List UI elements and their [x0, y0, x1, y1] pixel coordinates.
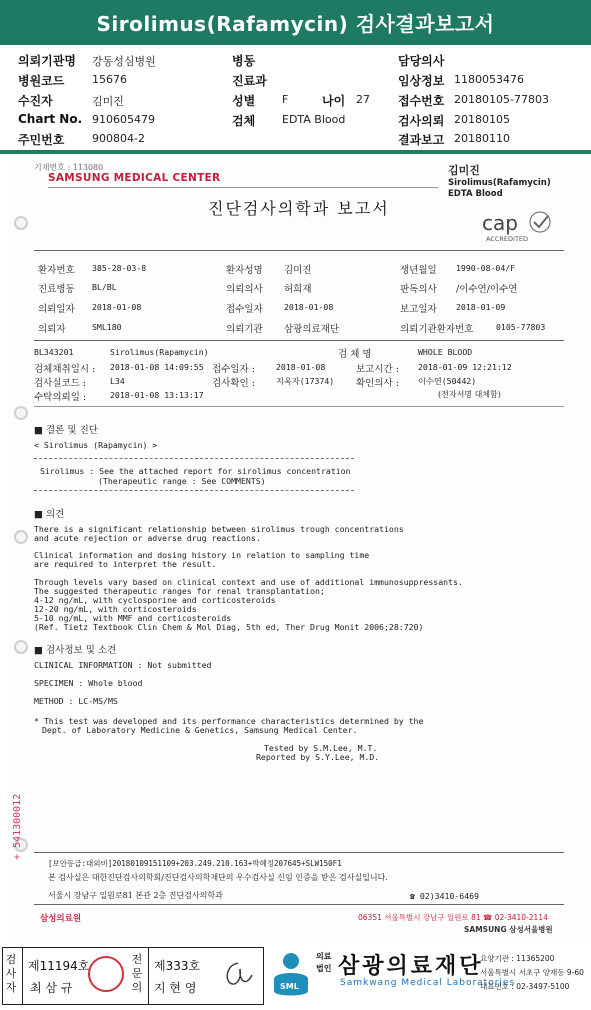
punch-hole	[14, 530, 28, 544]
role-tester: 검사자	[5, 953, 17, 994]
row-label: 의뢰자	[38, 324, 66, 335]
clinical-value: 1180053476	[454, 73, 524, 86]
request-label: 검사의뢰	[398, 114, 445, 128]
row-label: 환자번호	[38, 265, 75, 276]
bl-test: Sirolimus(Rapamycin)	[110, 347, 209, 357]
row-value: 김미진	[284, 265, 312, 276]
punch-hole	[14, 406, 28, 420]
specimen-label: 검체	[232, 114, 256, 128]
code-label: 병원코드	[18, 74, 65, 88]
accreditation-note: 본 검사실은 대한진단검사의학회/진단검사의학재단의 우수검사실 신임 인증을 받은 검사실입니다.	[48, 873, 388, 882]
signature-area	[0, 945, 591, 1010]
row-label: 진료병동	[38, 284, 75, 295]
row-value: 2018-01-08	[284, 302, 334, 312]
tester-name: 최 삼 규	[30, 981, 73, 995]
scanned-report	[8, 160, 586, 940]
signature-icon	[218, 957, 258, 995]
age-value: 27	[356, 93, 370, 106]
row-label: 판독의사	[400, 284, 437, 295]
lab-address: 서울시 강남구 일원로81 본관 2층 진단검사의학과	[48, 891, 223, 900]
divider	[148, 947, 149, 1005]
reported-by: Reported by S.Y.Lee, M.D.	[256, 752, 380, 762]
band-left: 삼성의료원	[40, 914, 82, 924]
bl-spec-label: 검 체 명	[338, 349, 372, 360]
sex-value: F	[282, 93, 289, 106]
hospital-value: 강동성심병원	[92, 55, 156, 68]
comment-line: (Ref. Tietz Textbook Clin Chem & Mol Diag, 5th ed, Ther Drug Monit 2006;28:720)	[34, 622, 424, 632]
row-label: 의뢰기관환자번호	[400, 324, 474, 335]
coll-label: 검체채취일시 :	[34, 364, 96, 375]
row-value: 2018-01-08	[92, 302, 142, 312]
ward-label: 병동	[232, 54, 256, 68]
role-specialist: 전문의	[131, 953, 143, 994]
sml-logo-icon	[270, 951, 312, 999]
comment-line: 4-12 ng/mL, with cyclosporine and corticosteroids	[34, 595, 276, 605]
cap-accredited-text: ACCREDITED	[486, 235, 529, 243]
rule	[34, 904, 564, 905]
comment-line: There is a significant relationship between sirolimus trough concentrations	[34, 524, 404, 534]
code-value: 15676	[92, 73, 127, 86]
bl-code: BL343201	[34, 347, 74, 357]
confirm-value: 지옥자(17374)	[276, 376, 335, 386]
row-value: 허희재	[284, 284, 312, 295]
band-mid: 06351 서울특별시 강남구 일원로 81 ☎ 02-3410-2114	[358, 913, 548, 922]
row-value: 1990-08-04/F	[456, 263, 516, 273]
row-label: 의뢰의사	[226, 284, 263, 295]
specimen-info: SPECIMEN : Whole blood	[34, 678, 143, 688]
lab-phone: ☎ 02)3410-6469	[410, 891, 480, 901]
scan-top-partial: 기재번호 : 113080	[34, 163, 104, 172]
section-conclusion: ■ 결론 및 진단	[34, 425, 98, 436]
clinical-label: 임상정보	[398, 74, 445, 88]
row-value: /이수연/이수연	[456, 284, 518, 295]
receipt-value: 20180105-77803	[454, 93, 549, 106]
confirm-label: 검사확인 :	[212, 378, 255, 389]
result-line-1: Sirolimus : See the attached report for sirolimus concentration	[40, 466, 351, 476]
sml-badge: SML	[280, 982, 299, 991]
patient-label: 수진자	[18, 94, 53, 108]
hospital-label: 의뢰기관명	[18, 54, 76, 68]
clinical-info: CLINICAL INFORMATION : Not submitted	[34, 660, 212, 670]
rule	[34, 406, 564, 407]
comment-line: and acute rejection or adverse drug reactions.	[34, 533, 261, 543]
comment-line: 12-20 ng/mL, with corticosteroids	[34, 604, 197, 614]
row-label: 의뢰기관	[226, 324, 263, 335]
dept-label: 진료과	[232, 74, 267, 88]
divider	[22, 947, 23, 1005]
tested-by: Tested by S.M.Lee, M.T.	[264, 743, 378, 753]
scan-test-name: Sirolimus(Rafamycin)	[448, 178, 551, 188]
recv-value: 2018-01-08	[276, 362, 326, 372]
tester-license: 제11194호	[28, 959, 90, 973]
tester-seal-icon	[88, 956, 124, 992]
disclaimer-line: * This test was developed and its performance characteristics determined by the	[34, 716, 424, 726]
disclaimer-line: Dept. of Laboratory Medicine & Genetics, Samsung Medical Center.	[42, 725, 358, 735]
rrn-label: 주민번호	[18, 133, 65, 147]
comment-line: The suggested therapeutic ranges for renal transplantation;	[34, 586, 325, 596]
chart-value: 910605479	[92, 113, 155, 126]
request-value: 20180105	[454, 113, 510, 126]
rule	[34, 250, 564, 251]
main-phone: 대표번호 : 02-3497-5100	[480, 982, 570, 991]
method-info: METHOD : LC-MS/MS	[34, 696, 118, 706]
row-value: BL/BL	[92, 282, 117, 292]
specialist-name: 지 현 영	[154, 981, 197, 995]
address: 서울특별시 서초구 양재동 9-60	[480, 968, 584, 977]
row-label: 보고일자	[400, 304, 437, 315]
cap-text: cap	[482, 211, 518, 235]
conclusion-subtitle: < Sirolimus (Rapamycin) >	[34, 440, 158, 450]
foundation-name: 삼광의료재단	[338, 954, 484, 979]
report-title-banner	[0, 0, 591, 45]
cap-accredited-logo	[476, 208, 560, 244]
dash-rule	[34, 490, 354, 491]
section-comments: ■ 의견	[34, 509, 65, 520]
report-date-value: 20180110	[454, 132, 510, 145]
punch-hole	[14, 640, 28, 654]
rule	[34, 340, 564, 341]
patient-info	[0, 47, 591, 147]
row-value: 2018-01-09	[456, 302, 506, 312]
sex-label: 성별	[232, 94, 256, 108]
patient-value: 김미진	[92, 95, 124, 108]
specimen-value: EDTA Blood	[282, 113, 346, 126]
row-label: 생년월일	[400, 265, 437, 276]
vertical-code: + 541300012	[12, 793, 23, 860]
esign-note: (전자서명 대체함)	[438, 390, 501, 399]
recv-label: 접수일자 :	[212, 364, 255, 375]
room-label: 검사실코드 :	[34, 378, 87, 389]
section-test-info: ■ 검사정보 및 소견	[34, 645, 117, 656]
title-rule	[48, 187, 438, 188]
foundation-en: Samkwang Medical Laboratories	[340, 978, 516, 988]
confirmer-value: 이수연(50442)	[418, 376, 477, 386]
doctor-label: 담당의사	[398, 54, 445, 68]
row-value: 0105-77803	[496, 322, 546, 332]
rrn-value: 900804-2	[92, 132, 145, 145]
rep-time-value: 2018-01-09 12:21:12	[418, 362, 512, 372]
biz-no: 요양기관 : 11365200	[480, 954, 555, 963]
confirmer-label: 확인의사 :	[356, 378, 399, 389]
age-label: 나이	[322, 94, 346, 108]
row-value: SML180	[92, 322, 122, 332]
comment-line: Clinical information and dosing history in relation to sampling time	[34, 550, 370, 560]
dash-rule	[34, 458, 354, 459]
divider	[0, 150, 591, 154]
corp-label-1: 의료	[316, 952, 332, 961]
order-value: 2018-01-08 13:13:17	[110, 390, 204, 400]
scan-patient-name: 김미진	[448, 164, 480, 177]
coll-value: 2018-01-08 14:09:55	[110, 362, 204, 372]
specialist-license: 제333호	[154, 959, 201, 973]
row-label: 의뢰일자	[38, 304, 75, 315]
rule	[34, 852, 564, 853]
scan-report-title: 진단검사의학과 보고서	[208, 199, 390, 218]
rep-time-label: 보고시간 :	[356, 364, 399, 375]
security-footer: [보안등급:대외비]20180109151109+203.249.210.163+박혜정207645+SLW150F1	[48, 859, 342, 868]
result-line-2: (Therapeutic range : See COMMENTS)	[98, 476, 266, 486]
band-right: SAMSUNG 삼성서울병원	[464, 925, 553, 934]
row-label: 접수일자	[226, 304, 263, 315]
bl-spec: WHOLE BLOOD	[418, 347, 473, 357]
report-title: Sirolimus(Rafamycin) 검사결과보고서	[96, 12, 495, 36]
row-value: 삼광의료재단	[284, 324, 340, 335]
receipt-label: 접수번호	[398, 94, 445, 108]
order-label: 수탁의뢰일 :	[34, 392, 87, 403]
comment-line: Through levels vary based on clinical context and use of additional immunosuppressants.	[34, 577, 463, 587]
comment-line: are required to interpret the result.	[34, 559, 217, 569]
chart-label: Chart No.	[18, 112, 83, 126]
report-date-label: 결과보고	[398, 133, 445, 147]
punch-hole	[14, 216, 28, 230]
row-value: 385-28-03-8	[92, 263, 147, 273]
samsung-footer-band	[8, 908, 586, 934]
comment-line: 5-10 ng/mL, with MMF and corticosteroids	[34, 613, 232, 623]
room-value: L34	[110, 376, 125, 386]
samsung-center-name: SAMSUNG MEDICAL CENTER	[48, 172, 221, 184]
corp-label-2: 법인	[316, 964, 332, 973]
scan-specimen: EDTA Blood	[448, 189, 503, 199]
row-label: 환자성명	[226, 265, 263, 276]
